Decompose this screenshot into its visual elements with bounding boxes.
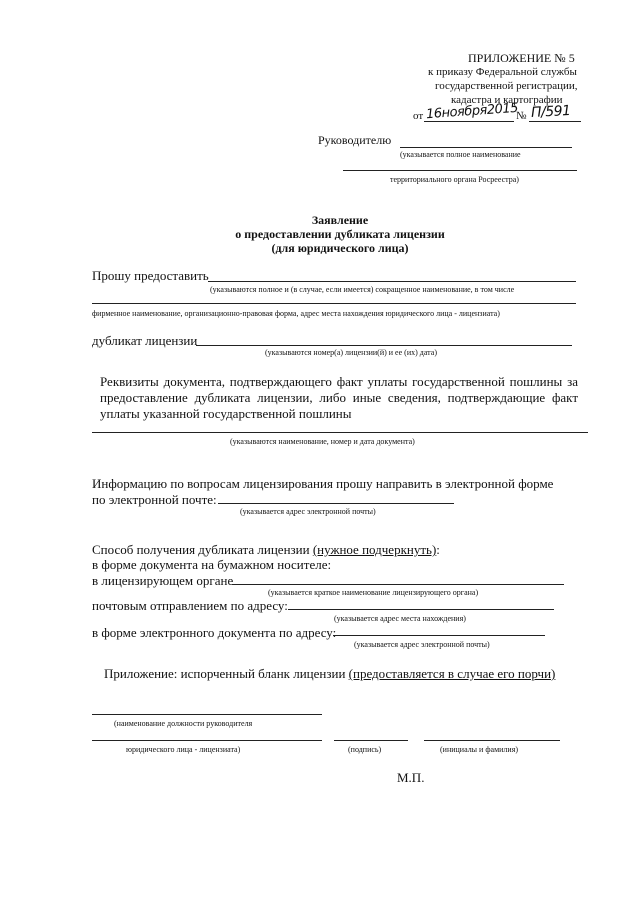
authority-hint: (указывается краткое наименование лицензирующего органа) <box>268 588 479 597</box>
method-paper[interactable]: в форме документа на бумажном носителе: <box>92 557 332 572</box>
stamp-placeholder: М.П. <box>397 770 425 785</box>
attachment-note: (предоставляется в случае его порчи) <box>348 666 556 681</box>
attachment-row <box>104 666 555 682</box>
number-underline <box>529 121 581 122</box>
position-hint-2: юридического лица - лицензиата) <box>126 745 241 754</box>
authority-field[interactable] <box>232 584 564 585</box>
method-in-authority[interactable]: в лицензирующем органе <box>92 573 234 588</box>
duplicate-label: дубликат лицензии <box>92 333 198 348</box>
document-title: Заявление <box>311 213 369 227</box>
number-label: № <box>516 110 527 122</box>
mail-address-field[interactable] <box>288 609 554 610</box>
request-field[interactable] <box>208 281 576 282</box>
mail-address-hint: (указывается адрес места нахождения) <box>334 614 466 623</box>
position-field[interactable] <box>92 714 322 715</box>
addressee-field-2[interactable] <box>343 170 577 171</box>
date-underline <box>424 121 514 122</box>
position-hint-1: (наименование должности руководителя <box>114 719 253 728</box>
method-row <box>92 542 440 558</box>
payment-hint: (указываются наименование, номер и дата документа) <box>230 437 415 446</box>
document-subtitle-2: (для юридического лица) <box>271 241 409 255</box>
name-field[interactable] <box>424 740 560 741</box>
duplicate-field[interactable] <box>196 345 572 346</box>
email-field[interactable] <box>218 503 454 504</box>
method-colon: : <box>436 542 440 557</box>
document-subtitle: о предоставлении дубликата лицензии <box>235 227 445 241</box>
addressee-field[interactable] <box>400 147 572 148</box>
method-label: Способ получения дубликата лицензии <box>92 542 310 557</box>
handwritten-date: 16ноября2015 <box>425 100 519 123</box>
attachment-label: Приложение: испорченный бланк лицензии <box>104 666 346 681</box>
method-by-mail[interactable]: почтовым отправлением по адресу: <box>92 598 288 613</box>
addressee-hint-2: территориального органа Росреестра) <box>390 175 519 184</box>
signature-field[interactable] <box>334 740 408 741</box>
order-line-2: государственной регистрации, <box>435 80 578 92</box>
email-info-line-2: по электронной почте: <box>92 492 217 507</box>
method-underline-note: (нужное подчеркнуть) <box>312 542 437 557</box>
request-hint-2: фирменное наименование, организационно-правовая форма, адрес места нахождения юридического лица - лицензиата) <box>92 309 500 318</box>
appendix-number: ПРИЛОЖЕНИЕ № 5 <box>468 51 575 65</box>
payment-text: Реквизиты документа, подтверждающего факт уплаты государственной пошлины за предоставление дубликата лицензии, либо иные сведения, подтверждающие факт уплаты указанной государственной пошлины <box>100 374 578 421</box>
request-hint-1: (указываются полное и (в случае, если имеется) сокращенное наименование, в том числе <box>210 285 515 294</box>
name-hint: (инициалы и фамилия) <box>440 745 519 754</box>
order-line-3: кадастра и картографии <box>451 94 563 106</box>
request-field-2[interactable] <box>92 303 576 304</box>
addressee-label: Руководителю <box>318 133 392 147</box>
email-info-line-1: Информацию по вопросам лицензирования прошу направить в электронной форме <box>92 476 554 491</box>
request-label: Прошу предоставить <box>92 268 209 283</box>
position-field-2[interactable] <box>92 740 322 741</box>
payment-field[interactable] <box>92 432 588 433</box>
signature-hint: (подпись) <box>348 745 382 754</box>
duplicate-hint: (указываются номер(а) лицензии(й) и ее (их) дата) <box>265 348 437 357</box>
method-electronic[interactable]: в форме электронного документа по адресу: <box>92 625 337 640</box>
order-line-1: к приказу Федеральной службы <box>428 66 577 78</box>
electronic-address-hint: (указывается адрес электронной почты) <box>354 640 490 649</box>
email-hint: (указывается адрес электронной почты) <box>240 507 376 516</box>
electronic-address-field[interactable] <box>333 635 545 636</box>
date-prefix: от <box>413 110 424 122</box>
addressee-hint-1: (указывается полное наименование <box>400 150 521 159</box>
handwritten-number: П/591 <box>530 102 571 122</box>
